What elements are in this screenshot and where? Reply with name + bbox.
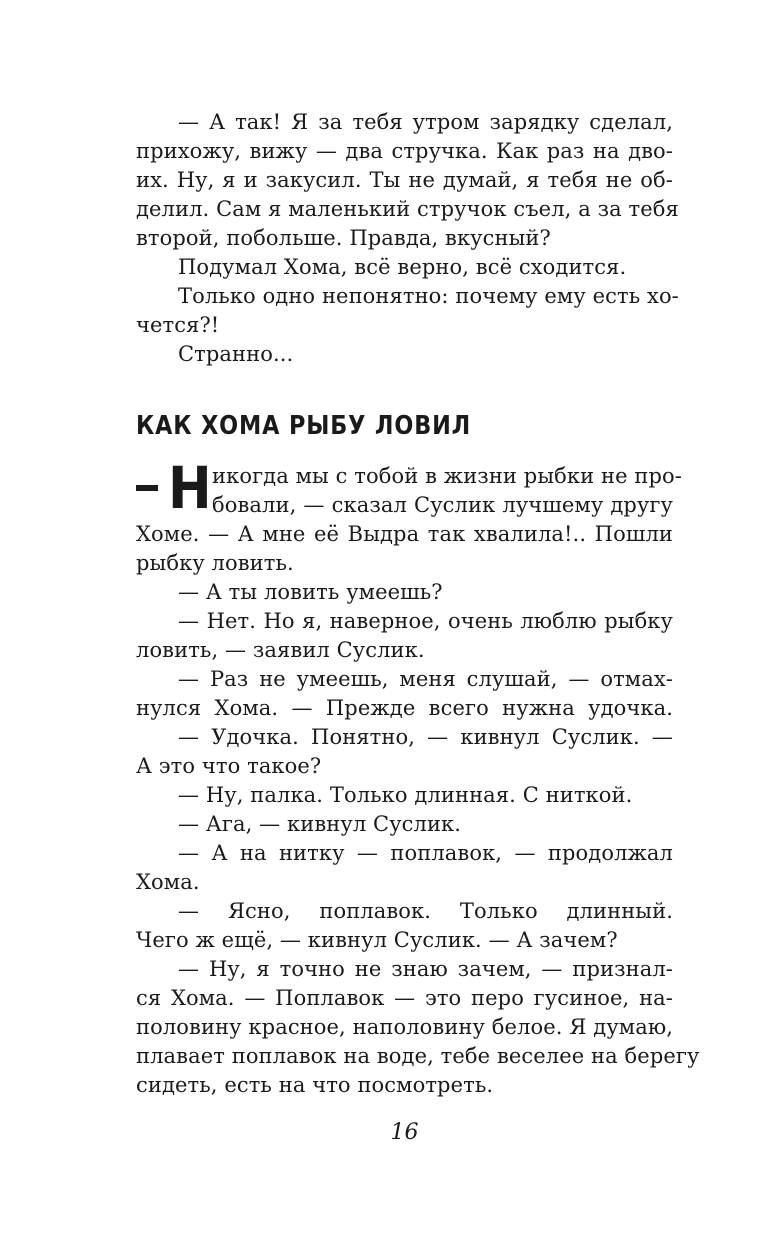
text-line: — А так! Я за тебя утром зарядку сделал, (178, 110, 673, 134)
text-line: чется?! (136, 313, 220, 337)
text-line: бовали, — сказал Суслик лучшему другу (212, 493, 673, 517)
text-line: Только одно непонятно: почему ему есть хо- (178, 284, 679, 308)
text-line: Хоме. — А мне её Выдра так хвалила!.. Пошли (136, 522, 673, 546)
text-line: Хома. (136, 870, 200, 894)
text-line: — Ясно, поплавок. Только длинный. (178, 899, 673, 923)
text-line: — Раз не умеешь, меня слушай, — отмах- (178, 667, 673, 691)
text-line: Подумал Хома, всё верно, всё сходится. (178, 255, 627, 279)
text-line: делил. Сам я маленький стручок съел, а за тебя (136, 197, 679, 221)
text-line: — Ага, — кивнул Суслик. (178, 812, 462, 836)
text-line: плавает поплавок на воде, тебе веселее на берегу (136, 1044, 700, 1068)
chapter-title: КАК ХОМА РЫБУ ЛОВИЛ (136, 411, 472, 441)
text-line: — Нет. Но я, наверное, очень люблю рыбку (178, 609, 673, 633)
drop-cap-dash (136, 485, 158, 491)
text-line: — Удочка. Понятно, — кивнул Суслик. — (178, 725, 673, 749)
text-line: — Ну, палка. Только длинная. С ниткой. (178, 783, 633, 807)
text-line: А это что такое? (136, 754, 322, 778)
page-number: 16 (390, 1120, 419, 1145)
text-line: прихожу, вижу — два стручка. Как раз на дво- (136, 139, 673, 163)
text-line: половину красное, наполовину белое. Я думаю, (136, 1015, 673, 1039)
text-line: Чего ж ещё, — кивнул Суслик. — А зачем? (136, 928, 618, 952)
drop-cap-letter: Н (168, 454, 212, 522)
text-line: Странно... (178, 342, 294, 366)
text-line: — А на нитку — поплавок, — продолжал (178, 841, 673, 865)
text-line: рыбку ловить. (136, 551, 294, 575)
text-line: сидеть, есть на что посмотреть. (136, 1073, 494, 1097)
text-line: — Ну, я точно не знаю зачем, — признал- (178, 957, 673, 981)
text-line: ся Хома. — Поплавок — это перо гусиное, на- (136, 986, 673, 1010)
text-line: ловить, — заявил Суслик. (136, 638, 425, 662)
text-line: нулся Хома. — Прежде всего нужна удочка. (136, 696, 673, 720)
text-line: — А ты ловить умеешь? (178, 580, 443, 604)
drop-cap (136, 454, 216, 522)
text-line: икогда мы с тобой в жизни рыбки не про- (212, 464, 682, 488)
text-line: второй, побольше. Правда, вкусный? (136, 226, 551, 250)
text-line: их. Ну, я и закусил. Ты не думай, я тебя не об- (136, 168, 673, 192)
